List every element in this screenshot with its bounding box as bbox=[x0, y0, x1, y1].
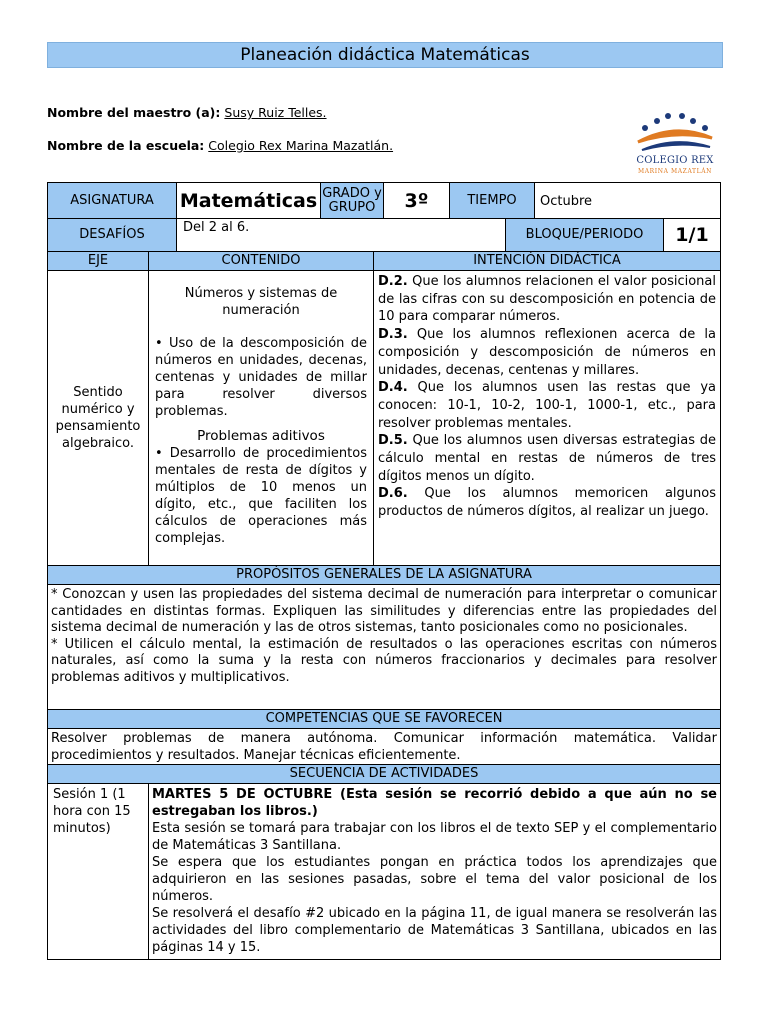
contenido-bullet-2: • Desarrollo de procedimientos mentales de resta de dígitos y múltiplos de 10 menos un dígito, etc., que faciliten los cálculos de operaciones más complejas. bbox=[155, 446, 367, 546]
proposito-2: * Utilicen el cálculo mental, la estimación de resultados o las operaciones escritas con números naturales, así como la suma y la resta con números fraccionarios y decimales para resolver problemas aditivos y multiplicativos. bbox=[51, 636, 717, 685]
intencion-item: D.2. Que los alumnos relacionen el valor posicional de las cifras con su descomposición en potencia de 10 para comparar números. bbox=[378, 274, 716, 325]
intencion-header: INTENCIÓN DIDÁCTICA bbox=[373, 251, 721, 271]
intencion-item: D.5. Que los alumnos usen diversas estrategias de cálculo mental en restas de números de tres dígitos menos un dígito. bbox=[378, 433, 716, 484]
contenido-header: CONTENIDO bbox=[148, 251, 374, 271]
logo-text-location: MARINA MAZATLÁN bbox=[637, 168, 713, 175]
teacher-label: Nombre del maestro (a): bbox=[47, 105, 221, 120]
page-title: Planeación didáctica Matemáticas bbox=[47, 42, 723, 68]
eje-text: Sentido numérico y pensamiento algebraico. bbox=[47, 270, 149, 566]
competencias-text: Resolver problemas de manera autónoma. Comunicar información matemática. Validar procedimientos y resultados. Manejar técnicas eficientemente. bbox=[47, 728, 721, 765]
school-label: Nombre de la escuela: bbox=[47, 138, 205, 153]
propositos-header: PROPÓSITOS GENERALES DE LA ASIGNATURA bbox=[47, 565, 721, 585]
session-content bbox=[148, 783, 721, 960]
session-paragraph: Se resolverá el desafío #2 ubicado en la página 11, de igual manera se resolverán las actividades del libro complementario de Matemáticas 3 Santillana, ubicados en las páginas 14 y 15. bbox=[152, 906, 717, 955]
bloque-label: BLOQUE/PERIODO bbox=[505, 218, 664, 252]
teacher-value: Susy Ruiz Telles. bbox=[224, 105, 327, 120]
contenido-heading-1: Números y sistemas de numeración bbox=[184, 286, 338, 318]
session-paragraph: Esta sesión se tomará para trabajar con los libros el de texto SEP y el complementario de Matemáticas 3 Santillana. bbox=[152, 821, 717, 853]
tiempo-value: Octubre bbox=[534, 182, 721, 219]
contenido-bullet-1: • Uso de la descomposición de números en unidades, decenas, centenas y unidades de millar para resolver diversos problemas. bbox=[155, 336, 367, 419]
asignatura-label: ASIGNATURA bbox=[47, 182, 177, 219]
planning-table bbox=[47, 182, 721, 960]
teacher-field bbox=[47, 105, 327, 120]
grado-label: GRADO y GRUPO bbox=[320, 182, 384, 219]
secuencia-header: SECUENCIA DE ACTIVIDADES bbox=[47, 764, 721, 784]
school-value: Colegio Rex Marina Mazatlán. bbox=[208, 138, 394, 153]
eje-header: EJE bbox=[47, 251, 149, 271]
intencion-item: D.6. Que los alumnos memoricen algunos productos de números dígitos, al realizar un juego. bbox=[378, 486, 716, 520]
contenido-heading-2: Problemas aditivos bbox=[197, 428, 325, 444]
intencion-item: D.4. Que los alumnos usen las restas que ya conocen: 10-1, 10-2, 100-1, 1000-1, etc., para resolver problemas mentales. bbox=[378, 380, 716, 431]
tiempo-label: TIEMPO bbox=[449, 182, 535, 219]
intencion-item: D.3. Que los alumnos reflexionen acerca de la composición y descomposición de números en unidades, decenas, centenas y millares. bbox=[378, 327, 716, 378]
intencion-cell bbox=[373, 270, 721, 566]
session-paragraph: Se espera que los estudiantes pongan en práctica todos los aprendizajes que adquirieron en las sesiones pasadas, sobre el tema del valor posicional de los números. bbox=[152, 855, 717, 904]
asignatura-value: Matemáticas bbox=[176, 182, 321, 219]
proposito-1: * Conozcan y usen las propiedades del sistema decimal de numeración para interpretar o comunicar cantidades en distintas formas. Expliquen las similitudes y diferencias entre las propiedades del sistema decimal de numeración y las de otros sistemas, tanto posicionales como no posicionales. bbox=[51, 587, 717, 636]
session-date-line: MARTES 5 DE OCTUBRE (Esta sesión se recorrió debido a que aún no se estregaban los libros.) bbox=[152, 787, 717, 819]
propositos-cell bbox=[47, 584, 721, 710]
desafios-value: Del 2 al 6. bbox=[176, 218, 506, 252]
bloque-value: 1/1 bbox=[663, 218, 721, 252]
logo-text-name: COLEGIO REX bbox=[636, 155, 714, 166]
contenido-cell bbox=[148, 270, 374, 566]
school-field bbox=[47, 138, 393, 153]
desafios-label: DESAFÍOS bbox=[47, 218, 177, 252]
competencias-header: COMPETENCIAS QUE SE FAVORECEN bbox=[47, 709, 721, 729]
session-label: Sesión 1 (1 hora con 15 minutos) bbox=[47, 783, 149, 960]
grado-value: 3º bbox=[383, 182, 450, 219]
